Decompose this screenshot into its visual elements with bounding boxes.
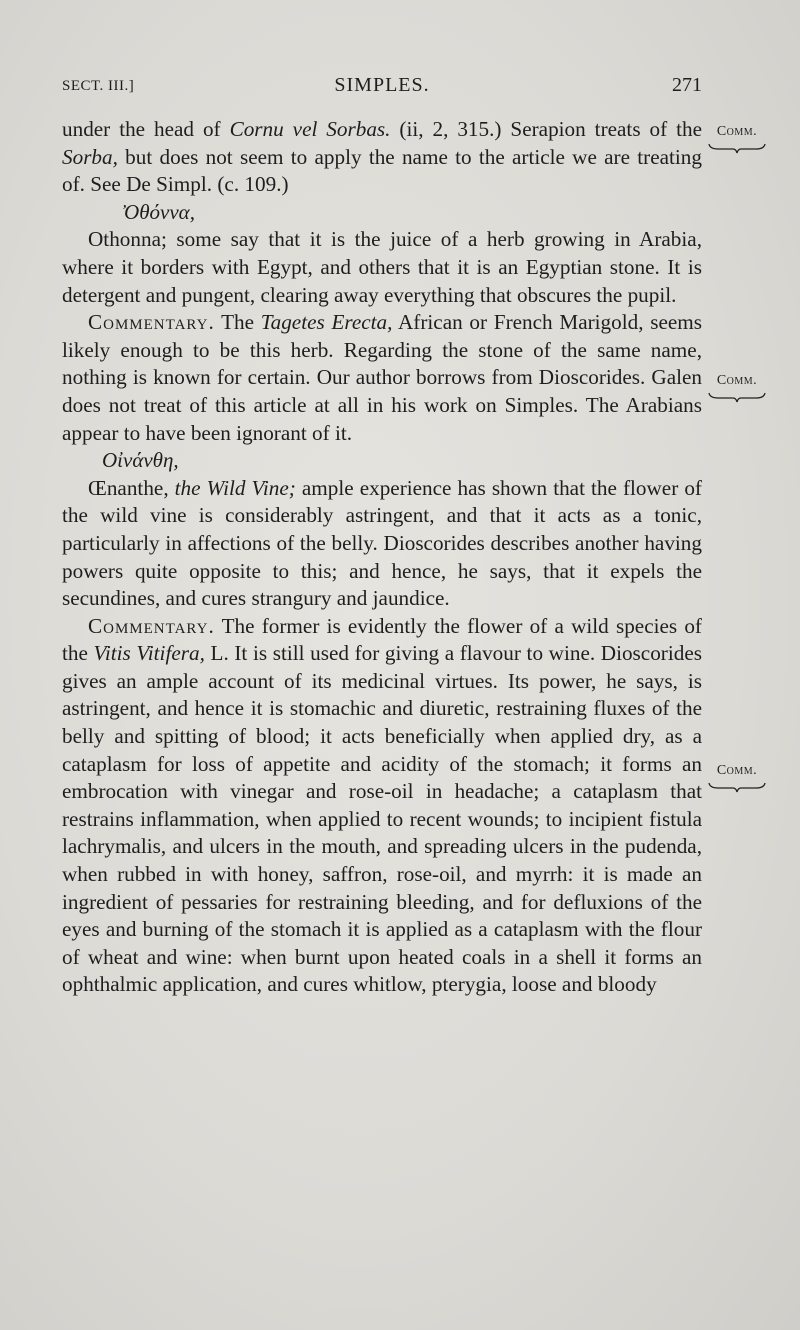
commentary-label: Commentary. — [88, 310, 215, 335]
margin-note-comm: Comm. — [706, 373, 768, 403]
page-number: 271 — [672, 74, 702, 96]
commentary-oenanthe: Commentary. The former is evidently the flower of a wild species of the Vitis Vitifera, L. It is still used for giving a flavour to wine. Dioscorides gives an ample account of its medicinal virtues. Its power, he says, is astringent, and hence it is stomachic and diuretic, restraining fluxes of the belly and spitting of blood; it acts beneficially when applied dry, as a cataplasm for loss of appetite and acidity of the stomach; it forms an embrocation with vinegar and rose-oil in headache; a cataplasm that restrains inflammation, when applied to recent wounds; to incipient fistula lachrymalis, and ulcers in the mouth, and spreading ulcers in the pudenda, when rubbed in with honey, saffron, rose-oil, and myrrh: it is made an ingredient of pessaries for restraining bleeding, and for defluxions of the eyes and burning of the stomach it is applied as a cataplasm with the flour of wheat and wine: when burnt upon heated coals in a shell it forms an ophthalmic application, and cures whitlow, pterygia, loose and bloody — [62, 613, 702, 997]
running-header — [62, 74, 702, 104]
commentary-label: Commentary. — [88, 613, 215, 638]
page-title: SIMPLES. — [334, 74, 430, 96]
paragraph-oenanthe: Œnanthe, the Wild Vine; ample experience has shown that the flower of the wild vine is considerably astringent, and that it acts as a tonic, particularly in affections of the belly. Dioscorides describes another having powers quite opposite to this; and hence, he says, that it expels the secundines, and cures strangury and jaundice. — [62, 475, 702, 611]
brace-icon — [708, 142, 766, 154]
section-label: SECT. III.] — [62, 78, 135, 94]
brace-icon — [708, 391, 766, 403]
entry-heading-othonna: Ὀθόννα, — [122, 199, 195, 224]
paragraph-serapion: under the head of Cornu vel Sorbas. (ii, 2, 315.) Serapion treats of the Sorba, but does not seem to apply the name to the article we are treating of. See De Simpl. (c. 109.) — [62, 117, 702, 197]
margin-note-comm: Comm. — [706, 763, 768, 793]
paragraph-othonna: Othonna; some say that it is the juice of a herb growing in Arabia, where it borders with Egypt, and others that it is an Egyptian stone. It is detergent and pungent, clearing away everything that obscures the pupil. — [62, 227, 702, 307]
commentary-othonna: Commentary. The Tagetes Erecta, African or French Marigold, seems likely enough to be this herb. Regarding the stone of the same name, nothing is known for certain. Our author borrows from Dioscorides. Galen does not treat of this article at all in his work on Simples. The Arabians appear to have been ignorant of it. — [62, 310, 703, 445]
body-text — [62, 116, 702, 999]
entry-heading-oenanthe: Οἰνάνθη, — [102, 448, 179, 473]
brace-icon — [708, 781, 766, 793]
margin-note-comm: Comm. — [706, 124, 768, 154]
